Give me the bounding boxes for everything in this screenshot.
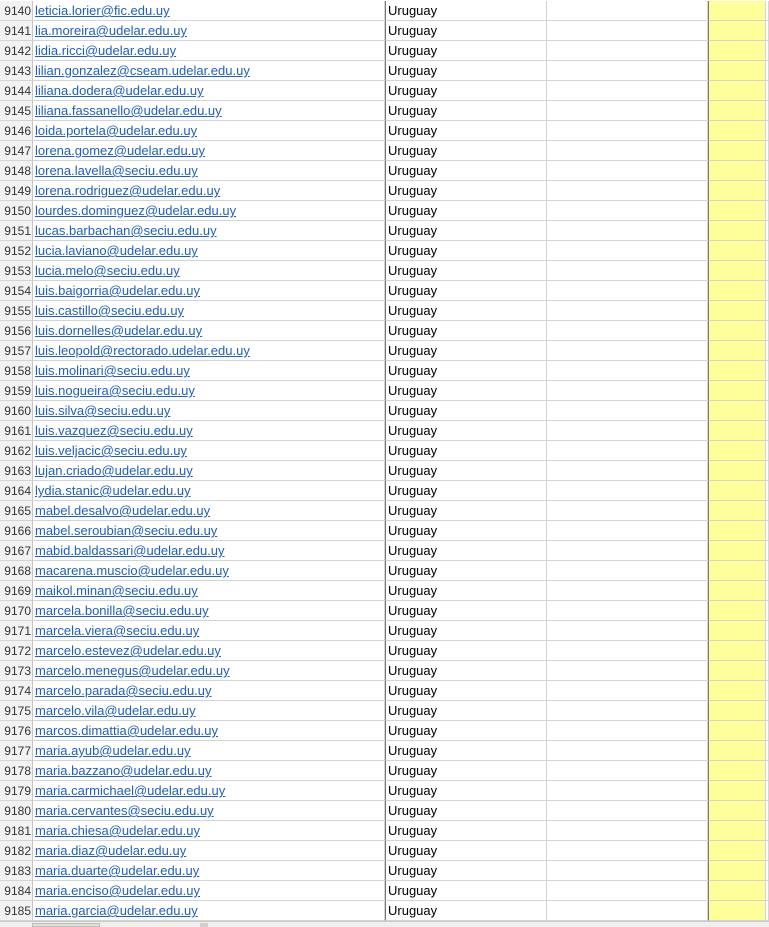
empty-cell[interactable] [547, 201, 708, 221]
row-header[interactable]: 9151 [0, 221, 33, 241]
email-link-cell[interactable]: maikol.minan@seciu.edu.uy [33, 581, 385, 601]
email-link-cell[interactable]: luis.vazquez@seciu.edu.uy [33, 421, 385, 441]
email-link-cell[interactable]: marcelo.estevez@udelar.edu.uy [33, 641, 385, 661]
highlighted-cell[interactable] [708, 441, 766, 461]
country-cell[interactable]: Uruguay [385, 621, 547, 641]
empty-cell[interactable] [547, 561, 708, 581]
country-cell[interactable]: Uruguay [385, 681, 547, 701]
email-link-cell[interactable]: maria.duarte@udelar.edu.uy [33, 861, 385, 881]
email-link-cell[interactable]: marcos.dimattia@udelar.edu.uy [33, 721, 385, 741]
country-cell[interactable]: Uruguay [385, 241, 547, 261]
row-header[interactable]: 9154 [0, 281, 33, 301]
email-link-cell[interactable]: luis.dornelles@udelar.edu.uy [33, 321, 385, 341]
row-header[interactable]: 9174 [0, 681, 33, 701]
country-cell[interactable]: Uruguay [385, 541, 547, 561]
email-link-cell[interactable]: mabel.seroubian@seciu.edu.uy [33, 521, 385, 541]
country-cell[interactable]: Uruguay [385, 801, 547, 821]
email-link-cell[interactable]: marcelo.vila@udelar.edu.uy [33, 701, 385, 721]
empty-cell[interactable] [547, 841, 708, 861]
email-link-cell[interactable]: liliana.fassanello@udelar.edu.uy [33, 101, 385, 121]
row-header[interactable]: 9172 [0, 641, 33, 661]
country-cell[interactable]: Uruguay [385, 781, 547, 801]
email-link-cell[interactable]: lidia.ricci@udelar.edu.uy [33, 41, 385, 61]
email-link-cell[interactable]: marcelo.parada@seciu.edu.uy [33, 681, 385, 701]
highlighted-cell[interactable] [708, 761, 766, 781]
email-link-cell[interactable]: luis.leopold@rectorado.udelar.edu.uy [33, 341, 385, 361]
country-cell[interactable]: Uruguay [385, 421, 547, 441]
country-cell[interactable]: Uruguay [385, 21, 547, 41]
country-cell[interactable]: Uruguay [385, 501, 547, 521]
highlighted-cell[interactable] [708, 141, 766, 161]
country-cell[interactable]: Uruguay [385, 861, 547, 881]
highlighted-cell[interactable] [708, 681, 766, 701]
country-cell[interactable]: Uruguay [385, 141, 547, 161]
highlighted-cell[interactable] [708, 721, 766, 741]
highlighted-cell[interactable] [708, 501, 766, 521]
scroll-thumb[interactable] [200, 923, 208, 927]
row-header[interactable]: 9168 [0, 561, 33, 581]
country-cell[interactable]: Uruguay [385, 761, 547, 781]
empty-cell[interactable] [547, 221, 708, 241]
country-cell[interactable]: Uruguay [385, 521, 547, 541]
highlighted-cell[interactable] [708, 101, 766, 121]
empty-cell[interactable] [547, 721, 708, 741]
highlighted-cell[interactable] [708, 301, 766, 321]
highlighted-cell[interactable] [708, 281, 766, 301]
highlighted-cell[interactable] [708, 701, 766, 721]
row-header[interactable]: 9173 [0, 661, 33, 681]
country-cell[interactable]: Uruguay [385, 221, 547, 241]
email-link-cell[interactable]: lujan.criado@udelar.edu.uy [33, 461, 385, 481]
row-header[interactable]: 9156 [0, 321, 33, 341]
country-cell[interactable]: Uruguay [385, 381, 547, 401]
row-header[interactable]: 9176 [0, 721, 33, 741]
empty-cell[interactable] [547, 281, 708, 301]
empty-cell[interactable] [547, 821, 708, 841]
country-cell[interactable]: Uruguay [385, 41, 547, 61]
empty-cell[interactable] [547, 141, 708, 161]
row-header[interactable]: 9165 [0, 501, 33, 521]
empty-cell[interactable] [547, 321, 708, 341]
email-link-cell[interactable]: luis.molinari@seciu.edu.uy [33, 361, 385, 381]
highlighted-cell[interactable] [708, 421, 766, 441]
empty-cell[interactable] [547, 501, 708, 521]
highlighted-cell[interactable] [708, 161, 766, 181]
email-link-cell[interactable]: lilian.gonzalez@cseam.udelar.edu.uy [33, 61, 385, 81]
email-link-cell[interactable]: luis.baigorria@udelar.edu.uy [33, 281, 385, 301]
country-cell[interactable]: Uruguay [385, 261, 547, 281]
email-link-cell[interactable]: marcelo.menegus@udelar.edu.uy [33, 661, 385, 681]
highlighted-cell[interactable] [708, 661, 766, 681]
country-cell[interactable]: Uruguay [385, 101, 547, 121]
country-cell[interactable]: Uruguay [385, 301, 547, 321]
row-header[interactable]: 9169 [0, 581, 33, 601]
highlighted-cell[interactable] [708, 21, 766, 41]
country-cell[interactable]: Uruguay [385, 321, 547, 341]
highlighted-cell[interactable] [708, 361, 766, 381]
highlighted-cell[interactable] [708, 221, 766, 241]
empty-cell[interactable] [547, 761, 708, 781]
row-header[interactable]: 9155 [0, 301, 33, 321]
empty-cell[interactable] [547, 801, 708, 821]
row-header[interactable]: 9175 [0, 701, 33, 721]
country-cell[interactable]: Uruguay [385, 121, 547, 141]
row-header[interactable]: 9144 [0, 81, 33, 101]
empty-cell[interactable] [547, 421, 708, 441]
email-link-cell[interactable]: lourdes.dominguez@udelar.edu.uy [33, 201, 385, 221]
country-cell[interactable]: Uruguay [385, 821, 547, 841]
country-cell[interactable]: Uruguay [385, 661, 547, 681]
country-cell[interactable]: Uruguay [385, 161, 547, 181]
country-cell[interactable]: Uruguay [385, 721, 547, 741]
country-cell[interactable]: Uruguay [385, 341, 547, 361]
email-link-cell[interactable]: lorena.rodriguez@udelar.edu.uy [33, 181, 385, 201]
email-link-cell[interactable]: luis.silva@seciu.edu.uy [33, 401, 385, 421]
row-header[interactable]: 9150 [0, 201, 33, 221]
row-header[interactable]: 9164 [0, 481, 33, 501]
row-header[interactable]: 9157 [0, 341, 33, 361]
empty-cell[interactable] [547, 781, 708, 801]
empty-cell[interactable] [547, 701, 708, 721]
empty-cell[interactable] [547, 361, 708, 381]
empty-cell[interactable] [547, 861, 708, 881]
highlighted-cell[interactable] [708, 401, 766, 421]
email-link-cell[interactable]: leticia.lorier@fic.edu.uy [33, 1, 385, 21]
empty-cell[interactable] [547, 581, 708, 601]
empty-cell[interactable] [547, 21, 708, 41]
highlighted-cell[interactable] [708, 841, 766, 861]
highlighted-cell[interactable] [708, 381, 766, 401]
email-link-cell[interactable]: loida.portela@udelar.edu.uy [33, 121, 385, 141]
empty-cell[interactable] [547, 181, 708, 201]
sheet-tab-area[interactable] [32, 923, 100, 927]
country-cell[interactable]: Uruguay [385, 701, 547, 721]
highlighted-cell[interactable] [708, 341, 766, 361]
country-cell[interactable]: Uruguay [385, 401, 547, 421]
email-link-cell[interactable]: maria.chiesa@udelar.edu.uy [33, 821, 385, 841]
empty-cell[interactable] [547, 641, 708, 661]
empty-cell[interactable] [547, 241, 708, 261]
email-link-cell[interactable]: luis.nogueira@seciu.edu.uy [33, 381, 385, 401]
country-cell[interactable]: Uruguay [385, 441, 547, 461]
row-header[interactable]: 9145 [0, 101, 33, 121]
email-link-cell[interactable]: marcela.bonilla@seciu.edu.uy [33, 601, 385, 621]
country-cell[interactable]: Uruguay [385, 81, 547, 101]
email-link-cell[interactable]: lorena.lavella@seciu.edu.uy [33, 161, 385, 181]
empty-cell[interactable] [547, 1, 708, 21]
highlighted-cell[interactable] [708, 121, 766, 141]
email-link-cell[interactable]: lydia.stanic@udelar.edu.uy [33, 481, 385, 501]
horizontal-scrollbar[interactable] [0, 921, 769, 927]
empty-cell[interactable] [547, 441, 708, 461]
row-header[interactable]: 9153 [0, 261, 33, 281]
empty-cell[interactable] [547, 41, 708, 61]
row-header[interactable]: 9160 [0, 401, 33, 421]
row-header[interactable]: 9143 [0, 61, 33, 81]
row-header[interactable]: 9159 [0, 381, 33, 401]
highlighted-cell[interactable] [708, 601, 766, 621]
row-header[interactable]: 9142 [0, 41, 33, 61]
row-header[interactable]: 9141 [0, 21, 33, 41]
empty-cell[interactable] [547, 741, 708, 761]
email-link-cell[interactable]: mabel.desalvo@udelar.edu.uy [33, 501, 385, 521]
country-cell[interactable]: Uruguay [385, 841, 547, 861]
row-header[interactable]: 9148 [0, 161, 33, 181]
highlighted-cell[interactable] [708, 741, 766, 761]
country-cell[interactable]: Uruguay [385, 361, 547, 381]
highlighted-cell[interactable] [708, 901, 766, 921]
highlighted-cell[interactable] [708, 581, 766, 601]
empty-cell[interactable] [547, 121, 708, 141]
highlighted-cell[interactable] [708, 861, 766, 881]
empty-cell[interactable] [547, 601, 708, 621]
highlighted-cell[interactable] [708, 1, 766, 21]
highlighted-cell[interactable] [708, 481, 766, 501]
empty-cell[interactable] [547, 881, 708, 901]
highlighted-cell[interactable] [708, 541, 766, 561]
row-header[interactable]: 9147 [0, 141, 33, 161]
email-link-cell[interactable]: maria.enciso@udelar.edu.uy [33, 881, 385, 901]
highlighted-cell[interactable] [708, 641, 766, 661]
highlighted-cell[interactable] [708, 561, 766, 581]
email-link-cell[interactable]: maria.carmichael@udelar.edu.uy [33, 781, 385, 801]
country-cell[interactable]: Uruguay [385, 281, 547, 301]
country-cell[interactable]: Uruguay [385, 901, 547, 921]
empty-cell[interactable] [547, 101, 708, 121]
empty-cell[interactable] [547, 901, 708, 921]
row-header[interactable]: 9177 [0, 741, 33, 761]
email-link-cell[interactable]: maria.ayub@udelar.edu.uy [33, 741, 385, 761]
country-cell[interactable]: Uruguay [385, 581, 547, 601]
highlighted-cell[interactable] [708, 181, 766, 201]
country-cell[interactable]: Uruguay [385, 641, 547, 661]
email-link-cell[interactable]: luis.castillo@seciu.edu.uy [33, 301, 385, 321]
row-header[interactable]: 9182 [0, 841, 33, 861]
highlighted-cell[interactable] [708, 261, 766, 281]
row-header[interactable]: 9158 [0, 361, 33, 381]
highlighted-cell[interactable] [708, 621, 766, 641]
email-link-cell[interactable]: macarena.muscio@udelar.edu.uy [33, 561, 385, 581]
highlighted-cell[interactable] [708, 801, 766, 821]
country-cell[interactable]: Uruguay [385, 61, 547, 81]
empty-cell[interactable] [547, 481, 708, 501]
highlighted-cell[interactable] [708, 521, 766, 541]
email-link-cell[interactable]: maria.diaz@udelar.edu.uy [33, 841, 385, 861]
row-header[interactable]: 9180 [0, 801, 33, 821]
country-cell[interactable]: Uruguay [385, 461, 547, 481]
email-link-cell[interactable]: lucas.barbachan@seciu.edu.uy [33, 221, 385, 241]
country-cell[interactable]: Uruguay [385, 201, 547, 221]
email-link-cell[interactable]: lucia.laviano@udelar.edu.uy [33, 241, 385, 261]
highlighted-cell[interactable] [708, 241, 766, 261]
email-link-cell[interactable]: lia.moreira@udelar.edu.uy [33, 21, 385, 41]
empty-cell[interactable] [547, 661, 708, 681]
email-link-cell[interactable]: lorena.gomez@udelar.edu.uy [33, 141, 385, 161]
highlighted-cell[interactable] [708, 61, 766, 81]
empty-cell[interactable] [547, 381, 708, 401]
email-link-cell[interactable]: luis.veljacic@seciu.edu.uy [33, 441, 385, 461]
empty-cell[interactable] [547, 341, 708, 361]
empty-cell[interactable] [547, 301, 708, 321]
row-header[interactable]: 9170 [0, 601, 33, 621]
email-link-cell[interactable]: lucia.melo@seciu.edu.uy [33, 261, 385, 281]
empty-cell[interactable] [547, 161, 708, 181]
empty-cell[interactable] [547, 401, 708, 421]
row-header[interactable]: 9183 [0, 861, 33, 881]
empty-cell[interactable] [547, 621, 708, 641]
highlighted-cell[interactable] [708, 81, 766, 101]
country-cell[interactable]: Uruguay [385, 481, 547, 501]
empty-cell[interactable] [547, 61, 708, 81]
highlighted-cell[interactable] [708, 881, 766, 901]
row-header[interactable]: 9166 [0, 521, 33, 541]
row-header[interactable]: 9178 [0, 761, 33, 781]
empty-cell[interactable] [547, 681, 708, 701]
email-link-cell[interactable]: maria.garcia@udelar.edu.uy [33, 901, 385, 921]
row-header[interactable]: 9149 [0, 181, 33, 201]
row-header[interactable]: 9181 [0, 821, 33, 841]
row-header[interactable]: 9162 [0, 441, 33, 461]
empty-cell[interactable] [547, 461, 708, 481]
row-header[interactable]: 9152 [0, 241, 33, 261]
row-header[interactable]: 9171 [0, 621, 33, 641]
row-header[interactable]: 9184 [0, 881, 33, 901]
highlighted-cell[interactable] [708, 781, 766, 801]
country-cell[interactable]: Uruguay [385, 881, 547, 901]
row-header[interactable]: 9179 [0, 781, 33, 801]
highlighted-cell[interactable] [708, 821, 766, 841]
country-cell[interactable]: Uruguay [385, 601, 547, 621]
email-link-cell[interactable]: maria.bazzano@udelar.edu.uy [33, 761, 385, 781]
row-header[interactable]: 9163 [0, 461, 33, 481]
email-link-cell[interactable]: marcela.viera@seciu.edu.uy [33, 621, 385, 641]
row-header[interactable]: 9167 [0, 541, 33, 561]
country-cell[interactable]: Uruguay [385, 741, 547, 761]
row-header[interactable]: 9146 [0, 121, 33, 141]
country-cell[interactable]: Uruguay [385, 1, 547, 21]
highlighted-cell[interactable] [708, 41, 766, 61]
highlighted-cell[interactable] [708, 461, 766, 481]
country-cell[interactable]: Uruguay [385, 181, 547, 201]
email-link-cell[interactable]: liliana.dodera@udelar.edu.uy [33, 81, 385, 101]
empty-cell[interactable] [547, 541, 708, 561]
empty-cell[interactable] [547, 521, 708, 541]
highlighted-cell[interactable] [708, 201, 766, 221]
empty-cell[interactable] [547, 81, 708, 101]
row-header[interactable]: 9140 [0, 1, 33, 21]
email-link-cell[interactable]: maria.cervantes@seciu.edu.uy [33, 801, 385, 821]
row-header[interactable]: 9185 [0, 901, 33, 921]
highlighted-cell[interactable] [708, 321, 766, 341]
country-cell[interactable]: Uruguay [385, 561, 547, 581]
row-header[interactable]: 9161 [0, 421, 33, 441]
empty-cell[interactable] [547, 261, 708, 281]
email-link-cell[interactable]: mabid.baldassari@udelar.edu.uy [33, 541, 385, 561]
